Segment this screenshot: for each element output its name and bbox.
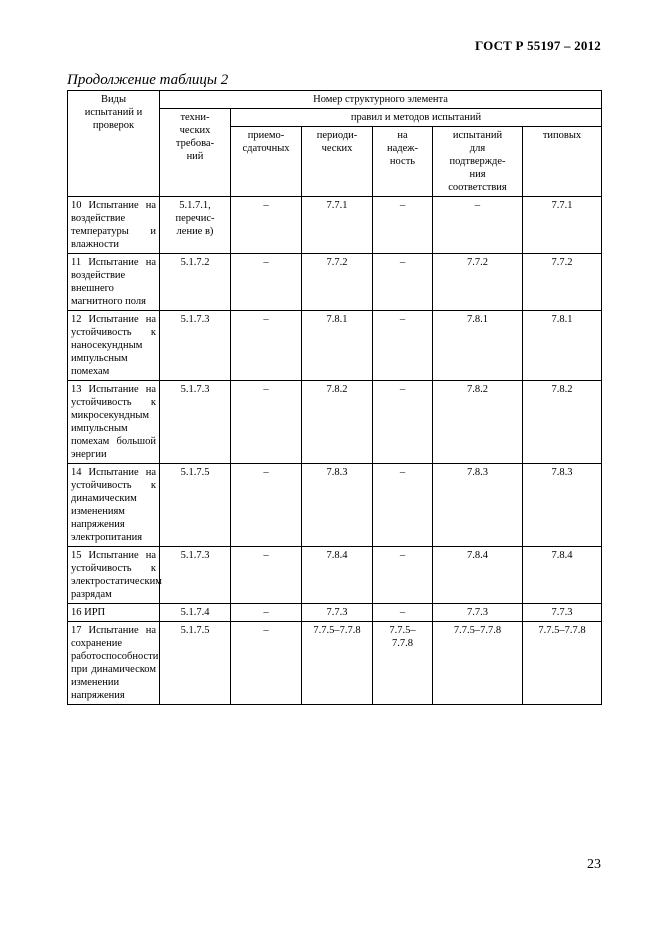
table-row bbox=[68, 622, 602, 705]
acceptance-value: – bbox=[231, 197, 302, 254]
type-test-value: 7.7.3 bbox=[523, 604, 602, 622]
tech-requirement: 5.1.7.3 bbox=[160, 547, 231, 604]
reliability-value: – bbox=[373, 197, 433, 254]
test-name: 15 Испытание на устойчивость к электростатическим разрядам bbox=[68, 547, 160, 604]
test-name: 11 Испытание на воздействие внешнего магнитного поля bbox=[68, 254, 160, 311]
header-rules-methods: правил и методов испытаний bbox=[231, 109, 602, 127]
document-code: ГОСТ Р 55197 – 2012 bbox=[474, 38, 601, 53]
header-reliability: на надеж- ность bbox=[373, 127, 433, 197]
header-element-number: Номер структурного элемента bbox=[160, 91, 602, 109]
periodic-value: 7.8.2 bbox=[302, 381, 373, 464]
tech-requirement: 5.1.7.3 bbox=[160, 311, 231, 381]
acceptance-value: – bbox=[231, 547, 302, 604]
table-row bbox=[68, 311, 602, 381]
table-row bbox=[68, 604, 602, 622]
periodic-value: 7.8.4 bbox=[302, 547, 373, 604]
table-row bbox=[68, 254, 602, 311]
type-test-value: 7.7.5–7.7.8 bbox=[523, 622, 602, 705]
type-test-value: 7.8.4 bbox=[523, 547, 602, 604]
test-name: 14 Испытание на устойчивость к динамическим изменениям напряжения электропитания bbox=[68, 464, 160, 547]
table-row bbox=[68, 464, 602, 547]
reliability-value: 7.7.5– 7.7.8 bbox=[373, 622, 433, 705]
conformity-value: 7.8.3 bbox=[433, 464, 523, 547]
header-conformity: испытаний для подтвержде- ния соответствия bbox=[433, 127, 523, 197]
header-type-tests: типовых bbox=[523, 127, 602, 197]
periodic-value: 7.7.3 bbox=[302, 604, 373, 622]
tech-requirement: 5.1.7.1, перечис- ление в) bbox=[160, 197, 231, 254]
table-row bbox=[68, 547, 602, 604]
tech-requirement: 5.1.7.4 bbox=[160, 604, 231, 622]
test-name: 16 ИРП bbox=[68, 604, 160, 622]
reliability-value: – bbox=[373, 464, 433, 547]
conformity-value: 7.8.2 bbox=[433, 381, 523, 464]
type-test-value: 7.7.2 bbox=[523, 254, 602, 311]
test-name: 12 Испытание на устойчивость к наносекундным импульсным помехам bbox=[68, 311, 160, 381]
test-name: 10 Испытание на воздействие температуры и влажности bbox=[68, 197, 160, 254]
header-acceptance: приемо- сдаточных bbox=[231, 127, 302, 197]
periodic-value: 7.7.2 bbox=[302, 254, 373, 311]
type-test-value: 7.8.2 bbox=[523, 381, 602, 464]
type-test-value: 7.8.3 bbox=[523, 464, 602, 547]
acceptance-value: – bbox=[231, 254, 302, 311]
test-name: 17 Испытание на сохранение работоспособности при динамическом изменении напряжения bbox=[68, 622, 160, 705]
conformity-value: 7.7.3 bbox=[433, 604, 523, 622]
conformity-value: – bbox=[433, 197, 523, 254]
reliability-value: – bbox=[373, 254, 433, 311]
acceptance-value: – bbox=[231, 381, 302, 464]
tech-requirement: 5.1.7.3 bbox=[160, 381, 231, 464]
tests-table bbox=[67, 90, 602, 705]
periodic-value: 7.8.3 bbox=[302, 464, 373, 547]
table-row bbox=[68, 197, 602, 254]
periodic-value: 7.7.1 bbox=[302, 197, 373, 254]
type-test-value: 7.7.1 bbox=[523, 197, 602, 254]
header-periodic: периоди- ческих bbox=[302, 127, 373, 197]
reliability-value: – bbox=[373, 604, 433, 622]
tech-requirement: 5.1.7.2 bbox=[160, 254, 231, 311]
table-caption: Продолжение таблицы 2 bbox=[67, 72, 229, 88]
header-technical-requirements: техни- ческих требова- ний bbox=[160, 109, 231, 197]
acceptance-value: – bbox=[231, 622, 302, 705]
reliability-value: – bbox=[373, 547, 433, 604]
conformity-value: 7.8.4 bbox=[433, 547, 523, 604]
periodic-value: 7.8.1 bbox=[302, 311, 373, 381]
tech-requirement: 5.1.7.5 bbox=[160, 622, 231, 705]
test-name: 13 Испытание на устойчивость к микросекундным импульсным помехам большой энергии bbox=[68, 381, 160, 464]
acceptance-value: – bbox=[231, 464, 302, 547]
conformity-value: 7.7.5–7.7.8 bbox=[433, 622, 523, 705]
table-row bbox=[68, 381, 602, 464]
header-test-types: Виды испытаний и проверок bbox=[68, 91, 160, 197]
conformity-value: 7.7.2 bbox=[433, 254, 523, 311]
page-number: 23 bbox=[587, 857, 601, 872]
type-test-value: 7.8.1 bbox=[523, 311, 602, 381]
conformity-value: 7.8.1 bbox=[433, 311, 523, 381]
reliability-value: – bbox=[373, 311, 433, 381]
tech-requirement: 5.1.7.5 bbox=[160, 464, 231, 547]
acceptance-value: – bbox=[231, 604, 302, 622]
reliability-value: – bbox=[373, 381, 433, 464]
acceptance-value: – bbox=[231, 311, 302, 381]
periodic-value: 7.7.5–7.7.8 bbox=[302, 622, 373, 705]
